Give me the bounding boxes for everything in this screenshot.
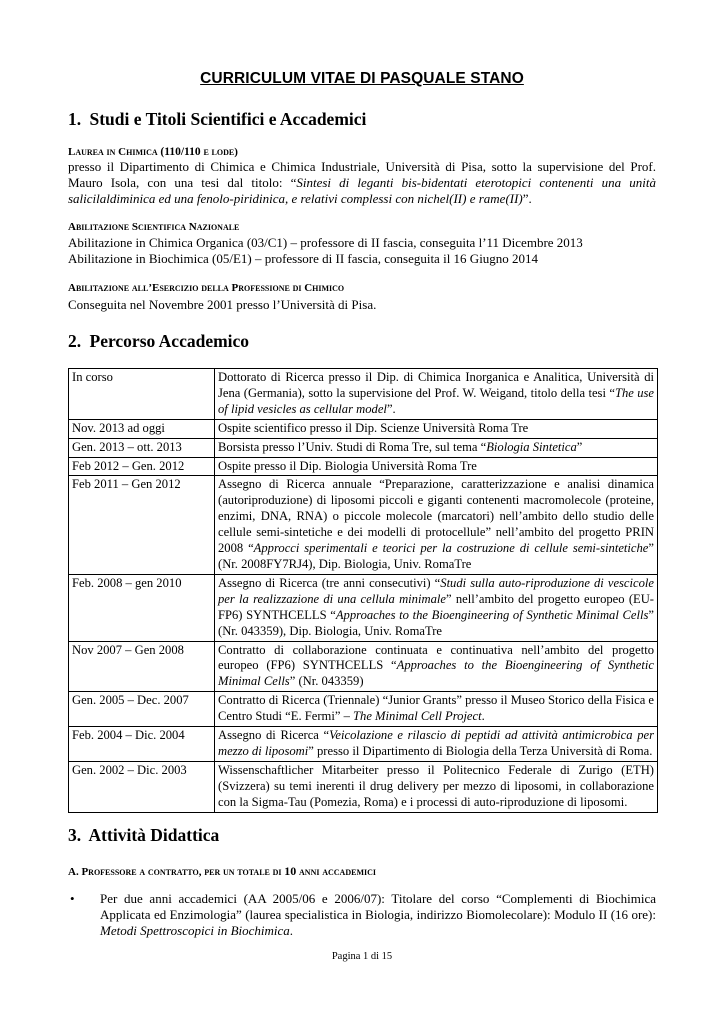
career-row <box>69 574 658 641</box>
career-italic-title: The use of lipid vesicles as cellular model <box>218 385 655 416</box>
career-italic-title: Approcci sperimentali e teorici per la costruzione di cellule semi-sintetiche <box>253 541 649 556</box>
didattica-label-number: 10 <box>284 864 297 878</box>
section-3-number: 3. <box>68 825 82 845</box>
laurea-thesis-title: Sintesi di leganti bis-bidentati eterotopici contenenti una unità salicilaldiminica ed una fenolo-piridinica, e relativi complessi con nichel(II) e rame(II) <box>68 175 656 206</box>
career-text: Borsista presso l’Univ. Studi di Roma Tre, sul tema “ <box>218 439 487 454</box>
esercizio-label: Abilitazione all’Esercizio della Professione di Chimico <box>68 282 345 294</box>
career-text: Ospite scientifico presso il Dip. Scienze Università Roma Tre <box>218 420 529 435</box>
didattica-bullet-item <box>68 891 656 939</box>
career-row <box>69 476 658 574</box>
career-row <box>69 369 658 420</box>
career-period-cell: Gen. 2005 – Dec. 2007 <box>69 692 215 727</box>
section-1-heading <box>68 109 366 130</box>
laurea-label-lode: e lode) <box>203 146 238 158</box>
laurea-label-degree: Laurea in Chimica <box>68 146 158 158</box>
career-table-body <box>69 369 658 813</box>
career-text: Wissenschaftlicher Mitarbeiter presso il Politecnico Federale di Zurigo (ETH) (Svizzera) su temi inerenti il drug delivery per mezzo di liposomi, in collaborazione con la Sigma-Tau (Pomezia, Roma) e i processi di auto-riproduzione di liposomi. <box>218 762 654 809</box>
career-text: ” presso il Dipartimento di Biologia della Terza Università di Roma. <box>308 743 653 758</box>
didattica-label <box>68 864 376 879</box>
career-text: Ospite presso il Dip. Biologia Università Roma Tre <box>218 458 477 473</box>
career-row <box>69 419 658 438</box>
career-italic-title: Veicolazione e rilascio di peptidi ad attività antimicrobica per mezzo di liposomi <box>218 728 654 758</box>
didattica-label-a: A. Professore a contratto, per un totale di <box>68 866 282 878</box>
career-table <box>68 368 658 813</box>
career-row <box>69 641 658 692</box>
section-2-heading <box>68 331 249 352</box>
career-description-cell <box>215 761 658 812</box>
career-text: ” nell’ambito del progetto europeo (EU-FP6) SYNTHCELLS “ <box>218 591 654 622</box>
laurea-description <box>68 159 656 207</box>
didattica-bullet-course: Metodi Spettroscopici in Biochimica <box>100 923 290 938</box>
career-period-cell: Feb. 2004 – Dic. 2004 <box>69 727 215 762</box>
career-text: Assegno di Ricerca annuale “Preparazione, caratterizzazione e analisi dinamica (autoriproduzione) di liposomi piccoli e giganti contenenti macromolecole (proteine, enzimi, DNA, RNA) o piccole molecole (marcatori) nell’ambito dello studio delle cellule semi-sintetiche e dei modelli di protocellule” nell’ambito del progetto PRIN 2008 “ <box>218 477 654 556</box>
career-period-cell: Nov. 2013 ad oggi <box>69 419 215 438</box>
section-2-title: Percorso Accademico <box>89 331 250 351</box>
laurea-label-score: (110/110 <box>160 146 201 158</box>
laurea-text-end: ”. <box>522 191 532 206</box>
career-row <box>69 692 658 727</box>
document-title: CURRICULUM VITAE DI PASQUALE STANO <box>200 70 524 87</box>
career-italic-title: Biologia Sintetica <box>486 439 577 454</box>
career-period-cell: Gen. 2002 – Dic. 2003 <box>69 761 215 812</box>
abilitazione-line-2: Abilitazione in Biochimica (05/E1) – professore di II fascia, conseguita il 16 Giugno 2014 <box>68 251 539 266</box>
career-italic-title: Studi sulla auto-riproduzione di vescicole per la realizzazione di una cellula minimale <box>218 575 654 606</box>
page-footer: Pagina 1 di 15 <box>331 951 393 962</box>
career-description-cell <box>215 574 658 641</box>
career-row <box>69 727 658 762</box>
section-2-number: 2. <box>68 331 82 351</box>
career-italic-title: The Minimal Cell Project <box>353 709 482 724</box>
career-text: Dottorato di Ricerca presso il Dip. di Chimica Inorganica e Analitica, Università di Jena (Germania), sotto la supervisione del Prof. W. Weigand, titolo della tesi “ <box>218 370 654 400</box>
career-text: ” (Nr. 043359) <box>289 674 364 689</box>
laurea-text: presso il Dipartimento di Chimica e Chimica Industriale, Università di Pisa, sotto la supervisione del Prof. Mauro Isola, con una tesi dal titolo: “ <box>68 159 656 190</box>
didattica-bullet-plain: Per due anni accademici (AA 2005/06 e 2006/07): Titolare del corso “Complementi di Biochimica Applicata ed Enzimologia” (laurea specialistica in Biologia, indirizzo Biomolecolare): Modulo II (16 ore): <box>100 891 656 922</box>
career-description-cell <box>215 438 658 457</box>
abilitazione-line-1: Abilitazione in Chimica Organica (03/C1) – professore di II fascia, conseguita l’11 Dicembre 2013 <box>68 235 583 250</box>
career-description-cell <box>215 641 658 692</box>
career-row <box>69 761 658 812</box>
career-row <box>69 457 658 476</box>
career-row <box>69 438 658 457</box>
career-text: ” (Nr. 2008FY7RJ4), Dip. Biologia, Univ. RomaTre <box>218 541 654 571</box>
section-1-number: 1. <box>68 109 82 129</box>
esercizio-line: Conseguita nel Novembre 2001 presso l’Università di Pisa. <box>68 297 377 312</box>
career-italic-title: Approaches to the Bioengineering of Synthetic Minimal Cells <box>335 607 649 622</box>
career-description-cell <box>215 369 658 420</box>
career-text: ” <box>576 439 583 454</box>
career-description-cell <box>215 419 658 438</box>
career-text: . <box>481 709 485 724</box>
career-period-cell: Feb 2011 – Gen 2012 <box>69 476 215 574</box>
bullet-icon: • <box>70 891 75 906</box>
career-period-cell: Gen. 2013 – ott. 2013 <box>69 438 215 457</box>
career-description-cell <box>215 476 658 574</box>
career-text: Contratto di collaborazione continuata e continuativa nell’ambito del progetto europeo (FP6) SYNTHCELLS “ <box>218 642 654 673</box>
career-text: Contratto di Ricerca (Triennale) “Junior Grants” presso il Museo Storico della Fisica e Centro Studi “E. Fermi” – <box>218 693 655 724</box>
abilitazione-label: Abilitazione Scientifica Nazionale <box>68 221 240 233</box>
career-text: ” (Nr. 043359), Dip. Biologia, Univ. RomaTre <box>218 607 654 638</box>
career-text: Assegno di Ricerca (tre anni consecutivi) “ <box>218 575 441 590</box>
laurea-label <box>68 146 238 158</box>
career-description-cell <box>215 727 658 762</box>
career-period-cell: Feb. 2008 – gen 2010 <box>69 574 215 641</box>
career-text: ”. <box>386 401 396 416</box>
section-3-title: Attività Didattica <box>88 825 220 845</box>
didattica-bullet-end: . <box>289 923 294 938</box>
didattica-bullet-text <box>100 891 656 939</box>
section-3-heading <box>68 825 219 846</box>
career-description-cell <box>215 692 658 727</box>
career-text: Assegno di Ricerca “ <box>218 728 330 743</box>
career-description-cell <box>215 457 658 476</box>
career-period-cell: Feb 2012 – Gen. 2012 <box>69 457 215 476</box>
section-1-title: Studi e Titoli Scientifici e Accademici <box>89 109 367 129</box>
didattica-label-b: anni accademici <box>299 866 377 878</box>
career-period-cell: Nov 2007 – Gen 2008 <box>69 641 215 692</box>
career-italic-title: Approaches to the Bioengineering of Synthetic Minimal Cells <box>218 658 654 689</box>
career-period-cell: In corso <box>69 369 215 420</box>
